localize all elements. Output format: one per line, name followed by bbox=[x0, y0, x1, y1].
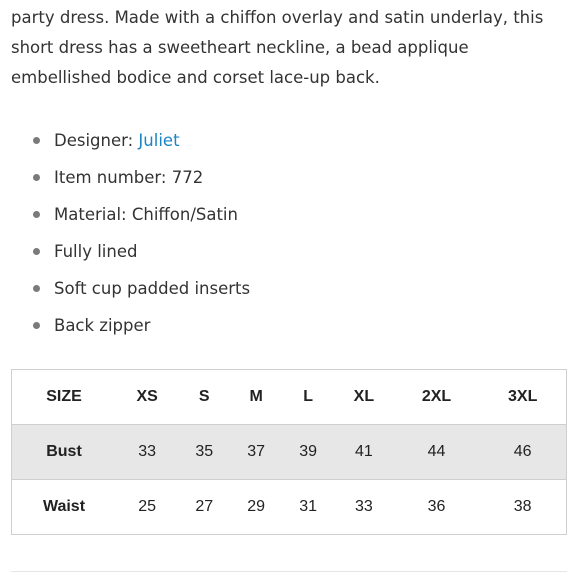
designer-label: Designer: bbox=[54, 131, 139, 150]
size-header-row bbox=[12, 370, 567, 425]
bullet-icon bbox=[33, 248, 40, 255]
waist-value: 36 bbox=[427, 498, 446, 515]
description-line-1: party dress. Made with a chiffon overlay and satin underlay, this bbox=[11, 8, 544, 27]
bust-value: 44 bbox=[427, 443, 446, 460]
waist-row bbox=[12, 480, 567, 535]
material-text: Material: Chiffon/Satin bbox=[54, 205, 238, 224]
designer-link[interactable]: Juliet bbox=[138, 131, 180, 150]
size-header-cell: L bbox=[303, 388, 313, 405]
size-chart-table bbox=[11, 369, 567, 535]
feature-material bbox=[0, 196, 250, 233]
bust-value: 46 bbox=[513, 443, 532, 460]
waist-value: 33 bbox=[354, 498, 373, 515]
waist-value: 38 bbox=[513, 498, 532, 515]
bust-value: 33 bbox=[138, 443, 157, 460]
feature-cups bbox=[0, 270, 250, 307]
feature-item-number bbox=[0, 159, 250, 196]
cups-text: Soft cup padded inserts bbox=[54, 279, 251, 298]
size-header-cell: S bbox=[198, 388, 210, 405]
size-header-cell: XL bbox=[353, 388, 375, 405]
bullet-icon bbox=[33, 174, 40, 181]
bust-value: 37 bbox=[247, 443, 266, 460]
size-header-label: SIZE bbox=[46, 388, 82, 405]
bust-row bbox=[12, 425, 567, 480]
bullet-icon bbox=[33, 285, 40, 292]
bust-value: 39 bbox=[299, 443, 317, 460]
feature-designer bbox=[0, 122, 250, 159]
bust-value: 41 bbox=[354, 443, 373, 460]
bullet-icon bbox=[33, 211, 40, 218]
bullet-icon bbox=[33, 322, 40, 329]
size-header-cell: 3XL bbox=[508, 388, 538, 405]
product-description bbox=[11, 3, 571, 93]
description-line-2: short dress has a sweetheart neckline, a bead applique bbox=[11, 38, 469, 57]
waist-value: 31 bbox=[299, 498, 317, 515]
bust-value: 35 bbox=[195, 443, 214, 460]
size-header-cell: XS bbox=[136, 388, 158, 405]
lining-text: Fully lined bbox=[54, 242, 138, 261]
waist-label: Waist bbox=[42, 498, 86, 515]
zipper-text: Back zipper bbox=[54, 316, 151, 335]
feature-list bbox=[0, 122, 250, 344]
section-divider bbox=[11, 571, 567, 572]
size-header-cell: M bbox=[249, 388, 263, 405]
waist-value: 29 bbox=[247, 498, 266, 515]
feature-lining bbox=[0, 233, 250, 270]
feature-zipper bbox=[0, 307, 250, 344]
bust-label: Bust bbox=[46, 443, 82, 460]
description-line-3: embellished bodice and corset lace-up back. bbox=[11, 68, 380, 87]
waist-value: 25 bbox=[138, 498, 157, 515]
bullet-icon bbox=[33, 137, 40, 144]
item-number-text: Item number: 772 bbox=[54, 168, 204, 187]
size-header-cell: 2XL bbox=[421, 388, 452, 405]
waist-value: 27 bbox=[195, 498, 214, 515]
